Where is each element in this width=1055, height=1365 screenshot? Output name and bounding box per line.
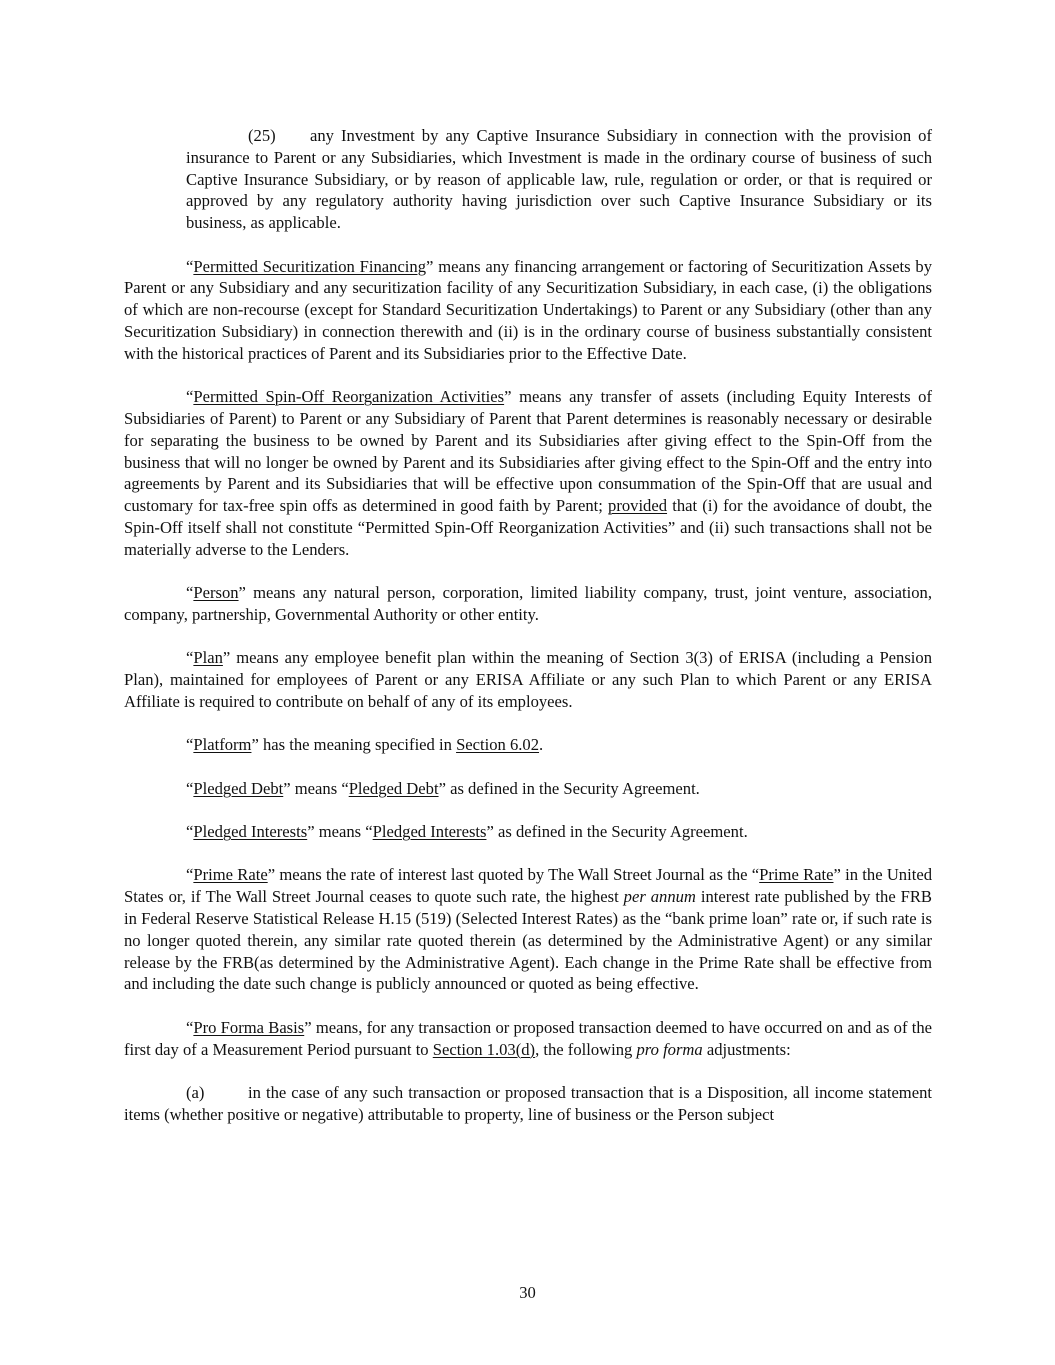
definition-text: means the rate of interest last quoted by The Wall Street Journal as the “ — [275, 865, 760, 885]
clause-text: in the case of any such transaction or proposed transaction that is a Disposition, all income statement items (whether positive or negative) attributable to property, line of business or the Person subject — [124, 1083, 932, 1124]
definition-person: “Person” means any natural person, corporation, limited liability company, trust, joint venture, association, company, partnership, Governmental Authority or other entity. — [124, 583, 932, 624]
clause-text: any Investment by any Captive Insurance Subsidiary in connection with the provision of insurance to Parent or any Subsidiaries, which Investment is made in the ordinary course of business of such Captive Insurance Subsidiary, or by reason of applicable law, rule, regulation or order, or that is required or approved by any regulatory authority having jurisdiction over such Captive Insurance Subsidiary or its business, as applicable. — [186, 126, 932, 233]
defined-term: Platform — [193, 735, 252, 755]
document-body — [124, 125, 932, 1147]
clause-number: (25) — [248, 126, 276, 145]
term-reference: Pledged Debt — [348, 778, 439, 798]
clause-25-paragraph — [186, 125, 932, 234]
section-reference: Section 1.03(d) — [432, 1039, 536, 1059]
definition-permitted-securitization-financing: “Permitted Securitization Financing” means any financing arrangement or factoring of Securitization Assets by Parent or any Subsidiary and any securitization facility of any Securitization Subsidiary, in each case, (i) the obligations of which are non-recourse (except for Standard Securitization Undertakings) to Parent or any Subsidiary (other than any Securitization Subsidiary) in connection therewith and (ii) is in the ordinary course of business substantially consistent with the historical practices of Parent and its Subsidiaries prior to the Effective Date. — [124, 256, 932, 363]
defined-term: Plan — [193, 648, 223, 668]
term-reference: Prime Rate — [759, 865, 834, 885]
defined-term: Prime Rate — [193, 865, 268, 885]
definition-text: has the meaning specified in — [258, 735, 457, 755]
definition-plan: “Plan” means any employee benefit plan within the meaning of Section 3(3) of ERISA (including a Pension Plan), maintained for employees of Parent or any ERISA Affiliate or any such Plan to which Parent or any ERISA Affiliate is required to contribute on behalf of any of its employees. — [124, 648, 932, 711]
defined-term: Pledged Debt — [193, 778, 284, 798]
definition-text-continued: that (i) for the avoidance of doubt, the Spin-Off itself shall not constitute “Permitted Spin-Off Reorganization Activities” and (ii) such transactions shall not be materially adverse to the Lenders. — [124, 496, 932, 559]
definition-text: means any transfer of assets (including Equity Interests of Subsidiaries of Parent) to Parent or any Subsidiary of Parent that Parent determines is reasonably necessary or desirable for separating the business to be owned by Parent and its Subsidiaries after giving effect to the Spin-Off from the business that will no longer be owned by Parent and its Subsidiaries after giving effect to the Spin-Off and the entry into agreements by Parent and its Subsidiaries that will be effective upon consummation of the Spin-Off that are usual and customary for tax-free spin offs as determined in good faith by Parent; — [124, 387, 932, 516]
defined-term: Permitted Spin-Off Reorganization Activities — [193, 387, 505, 407]
definition-text: means, for any transaction or proposed transaction deemed to have occurred on and as of the first day of a Measurement Period pursuant to — [124, 1017, 932, 1059]
section-reference: Section 6.02 — [456, 735, 540, 755]
defined-term: Pledged Interests — [193, 822, 308, 842]
clause-a-paragraph — [124, 1082, 932, 1126]
clause-number: (a) — [186, 1083, 205, 1103]
defined-term: Permitted Securitization Financing — [193, 256, 427, 276]
definition-pro-forma-basis: “Pro Forma Basis” means, for any transaction or proposed transaction deemed to have occurred on and as of the first day of a Measurement Period pursuant to Section 1.03(d), the following pro forma adjustments: — [124, 1017, 932, 1059]
page-number: 30 — [519, 1283, 536, 1302]
definition-platform: “Platform” has the meaning specified in Section 6.02. — [186, 735, 544, 755]
definition-text: means “ — [290, 778, 349, 798]
definition-text: means “ — [314, 822, 373, 842]
definition-pledged-interests: “Pledged Interests” means “Pledged Interests” as defined in the Security Agreement. — [186, 822, 748, 842]
definition-text: means any financing arrangement or factoring of Securitization Assets by Parent or any Subsidiary and any securitization facility of any Securitization Subsidiary, in each case, (i) the obligations of which are non-recourse (except for Standard Securitization Undertakings) to Parent or any Subsidiary (other than any Securitization Subsidiary) in connection therewith and (ii) is in the ordinary course of business substantially consistent with the historical practices of Parent and its Subsidiaries prior to the Effective Date. — [124, 256, 932, 363]
definition-permitted-spin-off-reorganization-activities: “Permitted Spin-Off Reorganization Activities” means any transfer of assets (including Equity Interests of Subsidiaries of Parent) to Parent or any Subsidiary of Parent that Parent determines is reasonably necessary or desirable for separating the business to be owned by Parent and its Subsidiaries after giving effect to the Spin-Off from the business that will no longer be owned by Parent and its Subsidiaries after giving effect to the Spin-Off and the entry into agreements by Parent and its Subsidiaries that will be effective upon consummation of the Spin-Off that are usual and customary for tax-free spin offs as determined in good faith by Parent; provided that (i) for the avoidance of doubt, the Spin-Off itself shall not constitute “Permitted Spin-Off Reorganization Activities” and (ii) such transactions shall not be materially adverse to the Lenders. — [124, 387, 932, 559]
term-reference: Pledged Interests — [372, 822, 487, 842]
definition-text: means any employee benefit plan within the meaning of Section 3(3) of ERISA (including a Pension Plan), maintained for employees of Parent or any ERISA Affiliate or any such Plan to which Parent or any ERISA Affiliate is required to contribute on behalf of any of its employees. — [124, 648, 932, 711]
defined-term: Person — [193, 583, 239, 603]
defined-term: Pro Forma Basis — [193, 1017, 305, 1037]
provided-keyword: provided — [608, 496, 668, 516]
italic-phrase: pro forma — [636, 1039, 703, 1059]
italic-phrase: per annum — [623, 887, 696, 907]
definition-pledged-debt: “Pledged Debt” means “Pledged Debt” as defined in the Security Agreement. — [186, 778, 700, 798]
definition-prime-rate: “Prime Rate” means the rate of interest last quoted by The Wall Street Journal as the “Prime Rate” in the United States or, if The Wall Street Journal ceases to quote such rate, the highest per annum interest rate published by the FRB in Federal Reserve Statistical Release H.15 (519) (Selected Interest Rates) as the “bank prime loan” rate or, if such rate is no longer quoted therein, any similar rate quoted therein (as determined by the Administrative Agent) or any similar release by the FRB(as determined by the Administrative Agent). Each change in the Prime Rate shall be effective from and including the date such change is publicly announced or quoted as being effective. — [124, 865, 932, 994]
definition-text: means any natural person, corporation, limited liability company, trust, joint venture, association, company, partnership, Governmental Authority or other entity. — [124, 583, 932, 624]
